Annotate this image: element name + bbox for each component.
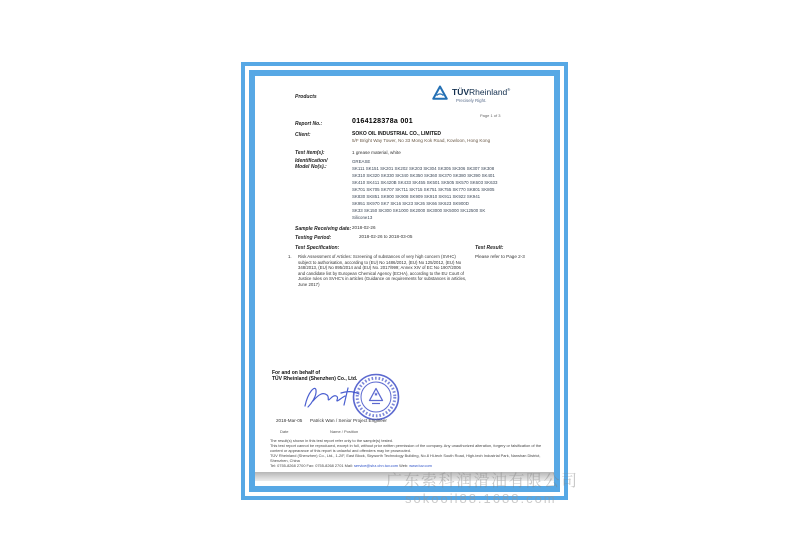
model-line: SK310 SK320 SK330 SK340 SK350 SK360 SK370 SK380 SK390 SK401 <box>352 173 495 178</box>
brand-tagline: Precisely Right. <box>456 98 487 103</box>
testing-period-value: 2018-02-26 to 2018-03-05 <box>359 234 413 239</box>
name-position-value: Patrick Wan / Senior Project Engineer <box>310 418 387 423</box>
test-result-value: Please refer to Page 2-3 <box>475 254 525 259</box>
behalf-line2: TÜV Rheinland (Shenzhen) Co., Ltd. <box>272 376 358 382</box>
tuv-brand-wordmark <box>452 87 510 97</box>
certificate-frame <box>241 62 568 500</box>
identification-label-line1: Identification/ <box>295 158 328 164</box>
test-result-label: Test Result: <box>475 245 504 251</box>
spec-text: Risk Assessment of Articles: Screening of substances of very high concern (SVHC) subject to authorisation, according to (EU) No 1486/2012, (EU) No 125/2012, (EU) No 348/2013, (EU) No 895/2014 and (EU) No. 2017/999; Annex XIV of EC No 1907/2006 and candidate list by European Chemical Agency (ECHA), according to the EU Court of Justice rules on SVHC's in articles (Guidance on requirements for substances in articles, June 2017) <box>298 254 467 287</box>
footer-web-link: www.tuv.com <box>409 463 432 468</box>
certificate-page <box>249 70 560 492</box>
model-line: SK111 SK151 SK201 SK202 SK203 SK304 SK305 SK306 SK307 SK308 <box>352 166 495 171</box>
model-line: SK951 SK970 SK7 SK16 SK23 SK26 SK66 SK623 SK900D <box>352 201 469 206</box>
footer-fine-print <box>270 438 542 468</box>
sample-date-label: Sample Receiving date: <box>295 226 352 232</box>
spec-item-number: 1. <box>288 254 292 259</box>
behalf-line1: For and on behalf of <box>272 370 321 376</box>
model-numbers-list <box>352 158 497 221</box>
footer-line-reproduction: This test report cannot be reproduced, except in full, without prior written permission of the company. Any unauthorized alteration, forgery or falsification of the content or appearance of this report is unlawful and offenders may be prosecuted. <box>270 443 542 453</box>
test-spec-label: Test Specification: <box>295 245 340 251</box>
test-item-value: 1 grease material, white <box>352 150 401 155</box>
sample-date-value: 2018-02-26 <box>352 225 376 230</box>
watermark-shop-url: sokooil88.1688.com <box>405 491 557 506</box>
testing-period-label: Testing Period: <box>295 235 332 241</box>
model-line: SK410 SK411 SK420B SK433 SK455 SK501 SK505 SK570 SK603 SK633 <box>352 180 498 185</box>
model-line: SK33 SK150 SK300 SK1000 SK2000 SK3000 SK5000 SK12500 SK <box>352 208 486 213</box>
test-item-label: Test item(s): <box>295 150 325 156</box>
footer-line-results: The result(s) shown in this test report refer only to the sample(s) tested. <box>270 438 394 443</box>
client-name: SOKO OIL INDUSTRIAL CO., LIMITED <box>352 131 441 137</box>
client-address: 5/F Bright Way Tower, No 33 Mong Kok Road, Kowloon, Hong Kong <box>352 138 491 143</box>
identification-label-line2: Model No(s).: <box>295 164 327 170</box>
model-line: SK830 SK851 SK900 SK908 SK909 SK910 SK911 SK922 SK941 <box>352 194 481 199</box>
registered-mark: ® <box>507 87 511 93</box>
footer-contact-mid: Web: <box>398 463 410 468</box>
brand-rest: Rheinland <box>469 87 508 97</box>
footer-contact-prefix: Tel: 0755-8268 2700 Fax: 0755-8268 2701 Mail: <box>270 463 354 468</box>
page-indicator: Page 1 of 3 <box>480 113 501 118</box>
report-no-label: Report No.: <box>295 121 323 127</box>
signature-date-value: 2018-Mar-05 <box>276 418 303 423</box>
footer-line-address: TÜV Rheinland (Shenzhen) Co., Ltd., 1-2/F, East Block, Skyworth Technology Building, No.8 Hi-tech South Road, High-tech Industrial Park, Nanshan District, Shenzhen, China <box>270 453 541 463</box>
tuv-triangle-logo-icon <box>432 85 448 101</box>
client-label: Client: <box>295 132 311 138</box>
watermark-company-name: 广东索科润滑油有限公司 <box>386 473 579 490</box>
model-line: GREASE <box>352 159 371 164</box>
model-line: SK701 SK705 SK707 SK711 SK715 SK751 SK755 SK770 SK801 SK805 <box>352 187 495 192</box>
footer-mail-link: service@shz.chn.tuv.com <box>353 463 399 468</box>
company-stamp-seal <box>351 372 401 422</box>
report-no-value: 0164128378a 001 <box>352 118 413 125</box>
model-line: Silicone13 <box>352 215 373 220</box>
brand-bold: TÜV <box>452 87 469 97</box>
date-label: Date <box>280 429 289 434</box>
products-label: Products <box>295 94 317 100</box>
name-position-label: Name / Position <box>330 429 359 434</box>
